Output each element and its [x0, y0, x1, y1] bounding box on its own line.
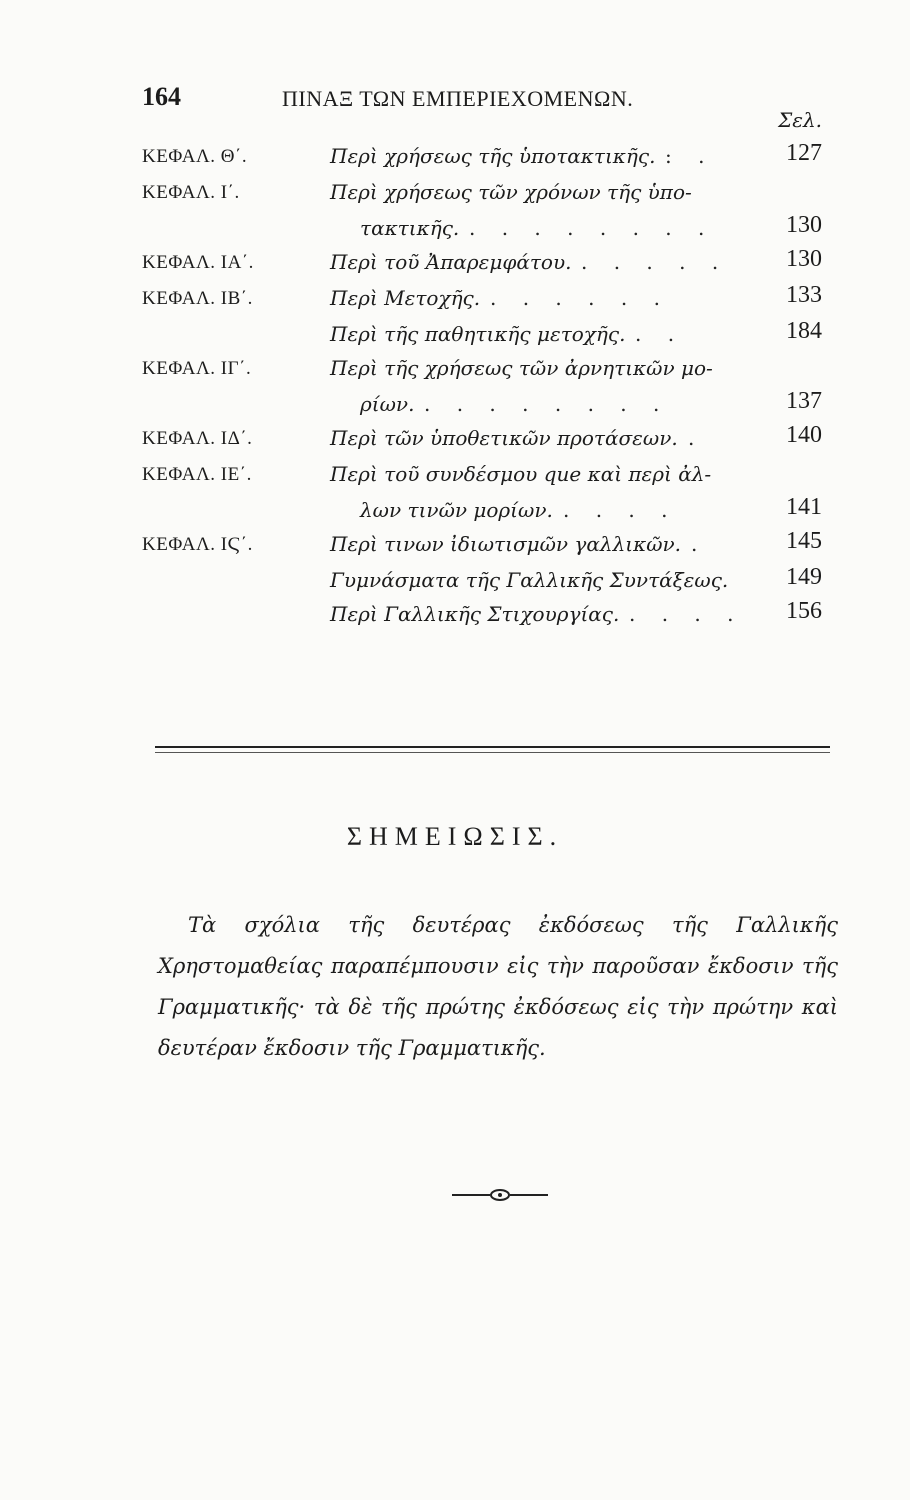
running-title: ΠΙΝΑΞ ΤΩΝ ΕΜΠΕΡΙΕΧΟΜΕΝΩΝ. [282, 86, 634, 111]
toc-row [142, 352, 822, 388]
toc-chapter-label: ΚΕΦΑΛ. ΙΕ΄. [142, 464, 252, 485]
toc-page-number: 130 [786, 246, 822, 272]
toc-page-number: 133 [786, 282, 822, 308]
toc-entry-title: Περὶ τῶν ὑποθετικῶν προτάσεων. [330, 426, 678, 450]
toc-chapter-label: ΚΕΦΑΛ. ΙϚ΄. [142, 534, 253, 555]
toc-leader-dots: . . [635, 322, 685, 346]
toc-entry-title: Περὶ χρήσεως τῆς ὑποτακτικῆς. [330, 144, 656, 168]
toc-row [142, 176, 822, 212]
divider-rule-thin [155, 752, 830, 753]
page-column-label: Σελ. [778, 108, 822, 132]
table-of-contents [142, 140, 822, 632]
toc-page-number: 156 [786, 598, 822, 624]
toc-chapter-label: ΚΕΦΑΛ. ΙΒ΄. [142, 288, 253, 309]
toc-page-number: 184 [786, 318, 822, 344]
toc-row [142, 458, 822, 494]
toc-row [142, 318, 822, 352]
toc-entry-title: Περὶ χρήσεως τῶν χρόνων τῆς ὑπο- [330, 180, 692, 204]
toc-row [142, 388, 822, 422]
page-header [142, 82, 822, 132]
toc-row [142, 528, 822, 564]
toc-entry-title: λων τινῶν μορίων. [360, 498, 553, 522]
toc-page-number: 149 [786, 564, 822, 590]
toc-leader-dots: . [688, 426, 705, 450]
toc-entry-title: τακτικῆς. [360, 216, 460, 240]
toc-row [142, 246, 822, 282]
toc-leader-dots: . . . . . . [490, 286, 670, 310]
toc-page-number: 145 [786, 528, 822, 554]
page-number: 164 [142, 82, 181, 111]
toc-leader-dots: : . [665, 144, 715, 168]
toc-row [142, 212, 822, 246]
toc-entry-title: Περὶ Μετοχῆς. [330, 286, 481, 310]
toc-entry-title: Περὶ Γαλλικῆς Στιχουργίας. [330, 602, 620, 626]
toc-row [142, 564, 822, 598]
toc-chapter-label: ΚΕΦΑΛ. Ι΄. [142, 182, 240, 203]
toc-row [142, 598, 822, 632]
ornament-divider-icon [452, 1188, 548, 1202]
toc-leader-dots: . . . . . . . . [424, 392, 670, 416]
toc-leader-dots: . . . . . . . . [469, 216, 715, 240]
toc-leader-dots: . . . . . [581, 250, 729, 274]
toc-row [142, 494, 822, 528]
toc-leader-dots: . [691, 532, 708, 556]
toc-page-number: 140 [786, 422, 822, 448]
divider-rule-thick [155, 746, 830, 748]
toc-chapter-label: ΚΕΦΑΛ. ΙΑ΄. [142, 252, 254, 273]
toc-row [142, 422, 822, 458]
toc-entry-title: Περὶ τοῦ Ἀπαρεμφάτου. [330, 250, 572, 274]
toc-leader-dots: . . . . [563, 498, 678, 522]
toc-chapter-label: ΚΕΦΑΛ. ΙΔ΄. [142, 428, 253, 449]
toc-row [142, 140, 822, 176]
toc-page-number: 127 [786, 140, 822, 166]
note-text: Τὰ σχόλια τῆς δευτέρας ἐκδόσεως τῆς Γαλλικῆς Χρηστομαθείας παραπέμπουσιν εἰς τὴν παροῦσαν ἔκδοσιν τῆς Γραμματικῆς· τὰ δὲ τῆς πρώτης ἐκδόσεως εἰς τὴν πρώτην καὶ δευτέραν ἔκδοσιν τῆς Γραμματικῆς. [158, 913, 838, 1060]
toc-chapter-label: ΚΕΦΑΛ. ΙΓ΄. [142, 358, 252, 379]
toc-entry-title: Περὶ τοῦ συνδέσμου que καὶ περὶ ἀλ- [330, 462, 712, 486]
toc-row [142, 282, 822, 318]
toc-entry-title: ρίων. [360, 392, 415, 416]
toc-entry-title: Περὶ τῆς χρήσεως τῶν ἀρνητικῶν μο- [330, 356, 713, 380]
toc-entry-title: Περὶ τῆς παθητικῆς μετοχῆς. [330, 322, 626, 346]
toc-leader-dots: . . . . [629, 602, 744, 626]
toc-entry-title: Γυμνάσματα τῆς Γαλλικῆς Συντάξεως. [330, 568, 729, 592]
toc-page-number: 137 [786, 388, 822, 414]
toc-chapter-label: ΚΕΦΑΛ. Θ΄. [142, 146, 248, 167]
toc-entry-title: Περὶ τινων ἰδιωτισμῶν γαλλικῶν. [330, 532, 682, 556]
note-heading: ΣΗΜΕΙΩΣΙΣ. [346, 822, 564, 851]
toc-page-number: 130 [786, 212, 822, 238]
toc-page-number: 141 [786, 494, 822, 520]
